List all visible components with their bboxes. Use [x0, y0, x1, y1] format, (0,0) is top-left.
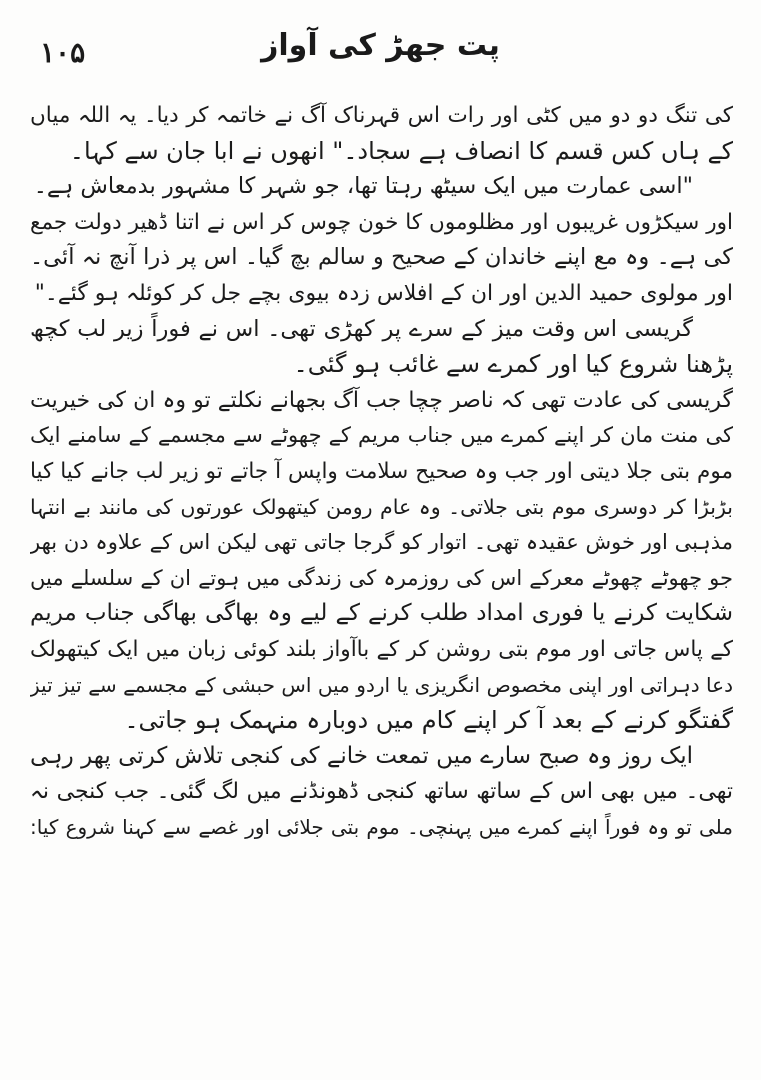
page-body-text: [30, 98, 733, 845]
text-line: مذہبی اور خوش عقیدہ تھی۔ اتوار کو گرجا جاتی تھی لیکن اس کے علاوہ دن بھر: [30, 530, 733, 555]
text-line: کے ہاں کس قسم کا انصاف ہے سجاد۔" انھوں نے ابا جان سے کہا۔: [69, 136, 733, 165]
page-header: [30, 28, 731, 78]
text-line: "اسی عمارت میں ایک سیٹھ رہتا تھا، جو شہر کا مشہور بدمعاش ہے۔: [33, 173, 693, 200]
text-line: کی ہے۔ وہ مع اپنے خاندان کے صحیح و سالم بچ گیا۔ اس پر ذرا آنچ نہ آئی۔: [30, 244, 733, 271]
text-line: شکایت کرنے یا فوری امداد طلب کرنے کے لیے وہ بھاگی بھاگی جناب مریم: [30, 600, 733, 627]
text-line: گفتگو کرنے کے بعد آ کر اپنے کام میں دوبارہ منہمک ہو جاتی۔: [124, 706, 733, 735]
text-line: اور مولوی حمید الدین اور ان کے افلاس زدہ بیوی بچے جل کر کوئلہ ہو گئے۔": [34, 280, 733, 306]
text-line: جو چھوٹے چھوٹے معرکے اس کی روزمرہ کی زندگی میں ہوتے ان کے سلسلے میں: [30, 565, 733, 590]
text-line: موم بتی جلا دیتی اور جب وہ صحیح سلامت واپس آ جاتے تو زیر لب جانے کیا کیا: [30, 458, 733, 484]
text-line: ملی تو وہ فوراً اپنے کمرے میں پہنچی۔ موم بتی جلائی اور غصے سے کہنا شروع کیا:: [30, 814, 733, 839]
text-line: دعا دہراتی اور اپنی مخصوص انگریزی یا اردو میں اس حبشی کے مجسمے سے تیز تیز: [30, 672, 733, 697]
page-number: ۱۰۵: [40, 36, 86, 69]
text-line: کی منت مان کر اپنے کمرے میں جناب مریم کے چھوٹے سے مجسمے کے سامنے ایک: [30, 423, 733, 448]
text-line: گریسی کی عادت تھی کہ ناصر چچا جب آگ بجھانے نکلتے تو وہ ان کی خیریت: [30, 387, 733, 413]
running-title: پت جھڑ کی آواز: [261, 28, 500, 63]
text-line: کے پاس جاتی اور موم بتی روشن کر کے باآواز بلند کوئی زبان میں ایک کیتھولک: [30, 636, 733, 662]
text-line: ایک روز وہ صبح سارے میں تمعت خانے کی کنجی تلاش کرتی پھر رہی: [30, 742, 693, 769]
text-line: تھی۔ میں بھی اس کے ساتھ ساتھ کنجی ڈھونڈنے میں لگ گئی۔ جب کنجی نہ: [30, 779, 733, 805]
text-line: اور سیکڑوں غریبوں اور مظلوموں کا خون چوس کر اس نے اتنا ڈھیر دولت جمع: [30, 209, 733, 235]
text-line: کی تنگ دو دو میں کٹی اور رات اس قہرناک آگ نے خاتمہ کر دیا۔ یہ اللہ میاں: [30, 103, 733, 128]
text-line: گریسی اس وقت میز کے سرے پر کھڑی تھی۔ اس نے فوراً زیر لب کچھ: [30, 315, 693, 342]
text-line: پڑھنا شروع کیا اور کمرے سے غائب ہو گئی۔: [293, 350, 733, 379]
text-line: بڑبڑا کر دوسری موم بتی جلاتی۔ وہ عام رومن کیتھولک عورتوں کی مانند بے انتہا: [30, 494, 733, 519]
